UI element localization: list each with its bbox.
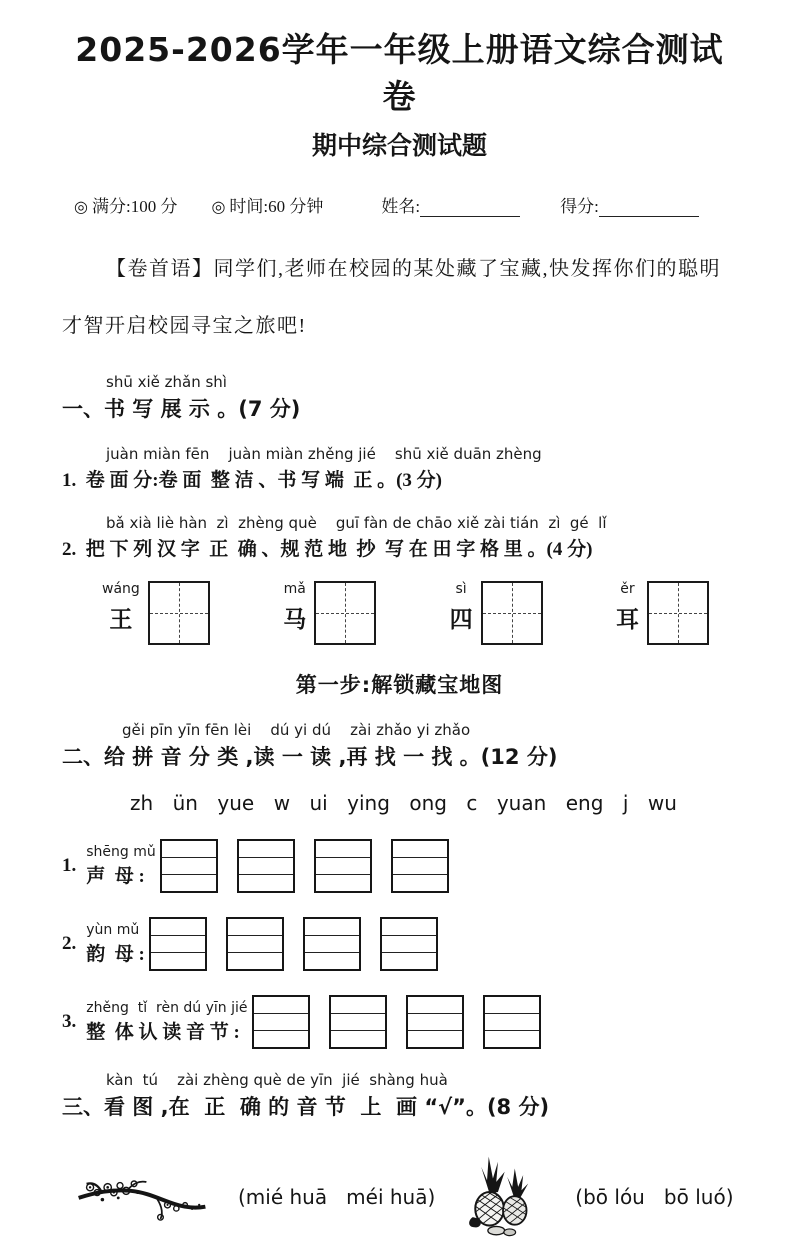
character-copy-row — [102, 581, 709, 645]
hanzi-char: 马 — [283, 607, 307, 632]
option-text-pineapple[interactable]: (bō lóu bō luó) — [575, 1185, 734, 1209]
double-circle-icon: ◎ — [74, 199, 88, 216]
character-group — [283, 581, 376, 645]
pinyin-items-row — [130, 791, 677, 815]
section3-pinyin: kàn tú zài zhèng què de yīn jié shàng huà — [106, 1071, 448, 1089]
tianzige-grid[interactable] — [647, 581, 709, 645]
tianzige-grid[interactable] — [314, 581, 376, 645]
section1-title: 一、书 写 展 示 。(7 分) — [62, 397, 301, 421]
pinyin-item: yue — [217, 791, 255, 815]
whole-syllable-answer-boxes — [252, 995, 560, 1049]
score-blank[interactable] — [599, 199, 699, 217]
pinyin-writing-box[interactable] — [391, 839, 449, 893]
page-title: 2025-2026学年一年级上册语文综合测试卷 — [75, 30, 724, 116]
whole-syllable-question-row — [62, 995, 737, 1049]
name-label: 姓名: — [381, 197, 421, 216]
double-circle-icon: ◎ — [211, 199, 226, 216]
option-text-plum[interactable]: (mié huā méi huā) — [238, 1185, 436, 1209]
pinyin-item: ün — [172, 791, 198, 815]
character-group — [450, 581, 543, 645]
pinyin-item: zh — [130, 791, 154, 815]
pinyin-item: yuan — [496, 791, 547, 815]
pinyin-item: w — [273, 791, 291, 815]
q1-pinyin: juàn miàn fēn juàn miàn zhěng jié shū xiě duān zhèng — [106, 445, 542, 463]
initials-answer-boxes — [160, 839, 468, 893]
subq-pinyin: yùn mǔ — [86, 922, 140, 938]
pinyin-writing-box[interactable] — [160, 839, 218, 893]
character-group — [102, 581, 210, 645]
section3-title: 三、看 图 ,在 正 确 的 音 节 上 画 “√”。(8 分) — [62, 1095, 550, 1119]
pinyin-writing-box[interactable] — [314, 839, 372, 893]
tianzige-grid[interactable] — [481, 581, 543, 645]
subq-label: 声 母 : — [86, 866, 145, 887]
pinyin-item: c — [466, 791, 478, 815]
pinyin-writing-box[interactable] — [380, 917, 438, 971]
pinyin-writing-box[interactable] — [483, 995, 541, 1049]
pinyin-item: ong — [409, 791, 447, 815]
hanzi-pinyin: wáng — [102, 581, 140, 597]
subq-label: 韵 母 : — [86, 944, 145, 965]
hanzi-char: 四 — [449, 607, 473, 632]
q2-pinyin: bǎ xià liè hàn zì zhèng què guī fàn de chāo xiě zài tián zì gé lǐ — [106, 514, 607, 532]
exam-info-row — [62, 192, 737, 217]
subq-number: 1. — [62, 855, 77, 876]
intro-paragraph: 【卷首语】同学们,老师在校园的某处藏了宝藏,快发挥你们的聪明才智开启校园寻宝之旅吧! — [62, 258, 721, 337]
page-subtitle: 期中综合测试题 — [311, 131, 487, 160]
picture-question-row — [62, 1155, 737, 1239]
q2-text: 2. 把 下 列 汉 字 正 确 、规 范 地 抄 写 在 田 字 格 里 。(4 分) — [62, 539, 593, 560]
initials-question-row — [62, 839, 737, 893]
hanzi-pinyin: sì — [455, 581, 467, 597]
pinyin-item: j — [622, 791, 629, 815]
finals-answer-boxes — [149, 917, 457, 971]
q1-text: 1. 卷 面 分:卷 面 整 洁 、书 写 端 正 。(3 分) — [62, 470, 442, 491]
step-banner: 第一步:解锁藏宝地图 — [295, 673, 504, 697]
pinyin-writing-box[interactable] — [406, 995, 464, 1049]
score-label: 得分: — [560, 197, 599, 216]
pinyin-writing-box[interactable] — [303, 917, 361, 971]
pinyin-writing-box[interactable] — [329, 995, 387, 1049]
pinyin-writing-box[interactable] — [149, 917, 207, 971]
time-label: 时间:60 分钟 — [229, 197, 324, 216]
section1-pinyin: shū xiě zhǎn shì — [106, 373, 227, 391]
finals-question-row — [62, 917, 737, 971]
pineapples-icon — [461, 1155, 545, 1239]
tianzige-grid[interactable] — [148, 581, 210, 645]
subq-label: 整 体 认 读 音 节 : — [86, 1022, 240, 1043]
pinyin-item: eng — [565, 791, 604, 815]
hanzi-char: 王 — [109, 607, 133, 632]
name-blank[interactable] — [420, 199, 520, 217]
plum-blossom-branch-icon — [76, 1166, 208, 1228]
hanzi-pinyin: mǎ — [283, 581, 306, 597]
subq-pinyin: shēng mǔ — [86, 844, 156, 860]
character-group — [616, 581, 709, 645]
full-score-label: 满分:100 分 — [91, 197, 178, 216]
pinyin-item: ui — [309, 791, 328, 815]
hanzi-pinyin: ěr — [620, 581, 635, 597]
pinyin-item: wu — [647, 791, 677, 815]
pinyin-writing-box[interactable] — [237, 839, 295, 893]
subq-number: 3. — [62, 1011, 77, 1032]
section2-pinyin: gěi pīn yīn fēn lèi dú yi dú zài zhǎo yi zhǎo — [122, 721, 471, 739]
pinyin-writing-box[interactable] — [252, 995, 310, 1049]
hanzi-char: 耳 — [615, 607, 639, 632]
section2-title: 二、给 拼 音 分 类 ,读 一 读 ,再 找 一 找 。(12 分) — [62, 745, 558, 769]
subq-pinyin: zhěng tǐ rèn dú yīn jié — [86, 1000, 248, 1016]
pinyin-item: ying — [347, 791, 390, 815]
subq-number: 2. — [62, 933, 77, 954]
pinyin-writing-box[interactable] — [226, 917, 284, 971]
